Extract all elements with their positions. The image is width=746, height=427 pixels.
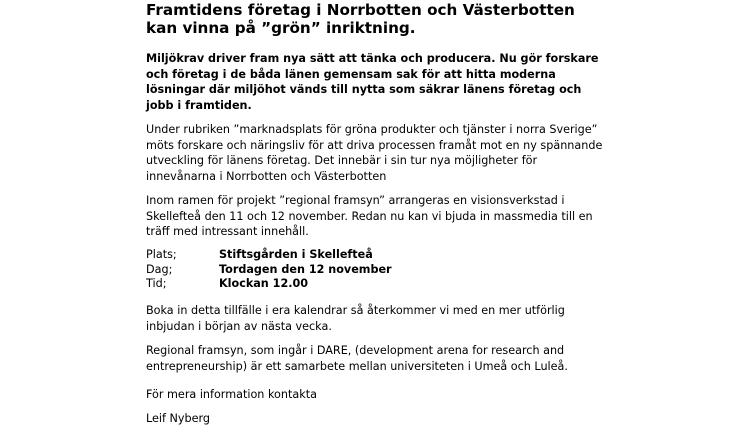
detail-value: Klockan 12.00 xyxy=(219,277,309,290)
detail-value: Tordagen den 12 november xyxy=(219,262,392,276)
document-title: Framtidens företag i Norrbotten och Västerbotten kan vinna på ”grön” inriktning. xyxy=(146,1,575,37)
body-paragraph-5: För mera information kontakta xyxy=(146,388,317,401)
body-paragraph-1: Under rubriken ”marknadsplats för gröna produkter och tjänster i norra Sverige” möts forskare och näringsliv för att driva processen framåt mot en ny spännande utveckling för länens företag. Det innebär i sin tur nya möjligheter för innevånarna i Norrbotten och Västerbotten xyxy=(146,123,603,183)
detail-label: Tid; xyxy=(146,277,167,290)
event-details xyxy=(146,248,606,292)
detail-label: Dag; xyxy=(146,262,173,276)
detail-label: Plats; xyxy=(146,248,177,261)
lead-paragraph: Miljökrav driver fram nya sätt att tänka och producera. Nu gör forskare och företag i de båda länen gemensam sak för att hitta moderna lösningar där miljöhot vänds till nytta som säkrar länens företag och jobb i framtiden. xyxy=(146,52,599,112)
detail-row-place xyxy=(146,248,606,263)
body-paragraph-2: Inom ramen för projekt ”regional framsyn” arrangeras en visionsverkstad i Skellefteå den 11 och 12 november. Redan nu kan vi bjuda in massmedia till en träff med intressant innehåll. xyxy=(146,194,593,238)
body-paragraph-4: Regional framsyn, som ingår i DARE, (development arena for research and entrepreneurship) är ett samarbete mellan universiteten i Umeå och Luleå. xyxy=(146,344,568,373)
contact-name: Leif Nyberg xyxy=(146,412,210,425)
detail-row-day xyxy=(146,263,606,278)
body-paragraph-3: Boka in detta tillfälle i era kalendrar så återkommer vi med en mer utförlig inbjudan i början av nästa vecka. xyxy=(146,304,565,333)
detail-value: Stiftsgården i Skellefteå xyxy=(219,248,373,261)
detail-row-time xyxy=(146,277,606,292)
